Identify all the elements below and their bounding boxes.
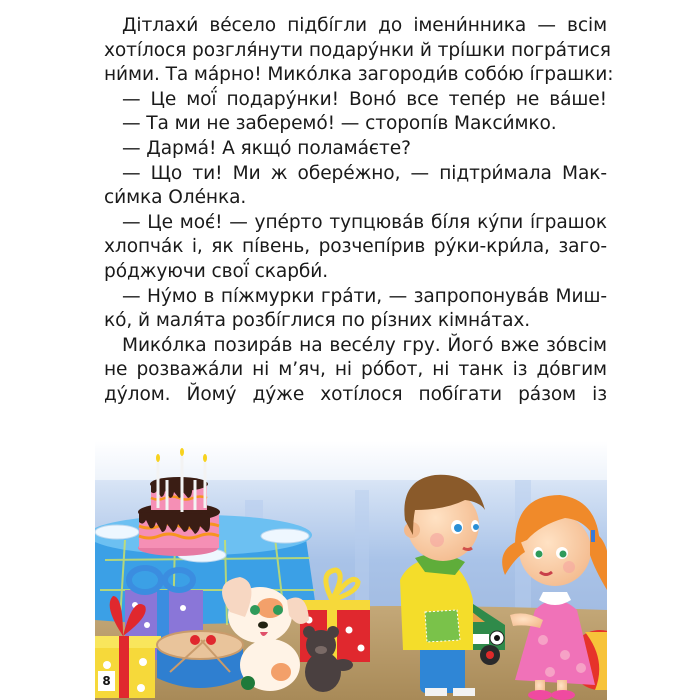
text-line: си́мка Оле́нка. (104, 187, 247, 209)
text-line: не розважа́ли ні м’яч, ні ро́бот, ні танк із до́вгим (104, 359, 607, 381)
text-line: хлопча́к і, як пі́вень, розчепі́рив ру́ки-кри́ла, заго- (104, 236, 607, 258)
dialogue-line: — Це моє́! — упе́рто тупцюва́в бі́ля ку́пи і́грашок (122, 211, 607, 233)
page-number: 8 (98, 671, 115, 691)
birthday-illustration (95, 440, 607, 700)
dialogue-line: — Ну́мо в пі́жмурки гра́ти, — запропонува́в Миш- (122, 285, 607, 307)
dialogue-line: — Дарма́! А якщо́ полама́єте? (122, 137, 411, 159)
dialogue-line: — Що ти! Ми ж обере́жно, — підтри́мала Мак- (122, 162, 607, 184)
dialogue-line: — Та ми не заберемо́! — сторопі́в Макси́мко. (122, 113, 557, 135)
text-line: Мико́лка позира́в на весе́лу гру. Його́ вже зо́всім (122, 334, 607, 356)
text-line: ро́джуючи свої́ скарби́. (104, 260, 329, 282)
story-text (104, 14, 614, 408)
text-line: ду́лом. Йому́ ду́же хоті́лося побі́гати ра́зом із (104, 383, 607, 405)
text-line: ни́ми. Та ма́рно! Мико́лка загороди́в собо́ю і́грашки: (104, 64, 614, 86)
text-line: Дітлахи́ ве́село підбі́гли до імени́нника — всім (122, 15, 607, 36)
text-line: хоті́лося розгля́нути подару́нки й трі́шки погра́тися (104, 39, 611, 61)
text-line: ко́, й маля́та розбі́глися по рі́зних кімна́тах. (104, 310, 531, 332)
toy-drum (157, 631, 243, 688)
dialogue-line: — Це мої́ подару́нки! Воно́ все тепе́р не ва́ше! (122, 88, 607, 110)
